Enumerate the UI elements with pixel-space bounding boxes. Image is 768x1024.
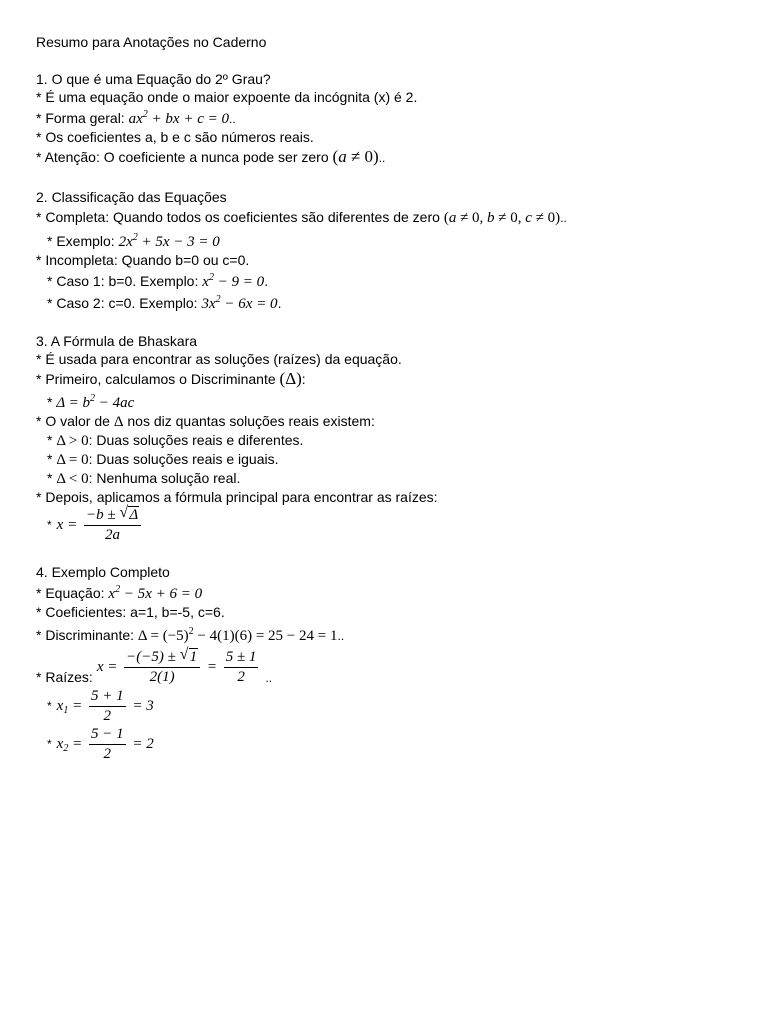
s3-line-4	[36, 412, 736, 431]
s2-line-3: * Incompleta: Quando b=0 ou c=0.	[36, 252, 250, 268]
bhaskara-formula: x = −b ± √ Δ 2a	[57, 507, 144, 544]
delta-negative-formula: Δ < 0	[56, 471, 89, 487]
document-body	[36, 33, 736, 763]
s4-line-4-text: * Raízes:	[36, 669, 93, 685]
s3-line-3: * $\Delta = b^2 - 4ac$	[47, 393, 135, 411]
root-x1-formula: $x_1$ = $\frac{5 + 1}{2}$ = 3	[56, 687, 154, 724]
root-x2-line: * $x_2$ = $\frac{5 - 1}{2}$ = 2	[47, 725, 154, 762]
s3-line-7-text: : Nenhuma solução real.	[88, 470, 241, 486]
delta-inline: Δ	[113, 414, 124, 430]
all-coeffs-nonzero-formula: (a ≠ 0, b ≠ 0, c ≠ 0)	[443, 210, 561, 226]
section-1-heading: 1. O que é uma Equação do 2º Grau?	[36, 71, 271, 87]
s3-line-5: * Δ > 0: Duas soluções reais e diferentes.	[47, 432, 304, 449]
s2-line-2	[36, 229, 736, 251]
discriminant-formula: $\Delta = b^2 - 4ac$	[56, 393, 135, 411]
s4-line-2: * Coeficientes: a=1, b=-5, c=6.	[36, 604, 225, 620]
s4-line-1-text: * Equação:	[36, 585, 109, 601]
section-4-heading: 4. Exemplo Completo	[36, 564, 170, 580]
case2-example-formula: $3x^2 - 6x = 0$	[201, 294, 278, 312]
s2-line-4: * Caso 1: b=0. Exemplo: $x^2 - 9 = 0$.	[47, 272, 269, 290]
root-x2-formula: $x_2$ = $\frac{5 - 1}{2}$ = 2	[56, 725, 154, 762]
s2-line-1-text: * Completa: Quando todos os coeficientes são diferentes de zero	[36, 209, 444, 225]
case1-example-formula: $x^2 - 9 = 0$	[202, 272, 265, 290]
s4-line-1	[36, 581, 736, 603]
root-x1-line: * $x_1$ = $\frac{5 + 1}{2}$ = 3	[47, 687, 154, 724]
s1-line-2: * Forma geral: $ax^2$ + bx + c = 0..	[36, 109, 236, 127]
document-title: Resumo para Anotações no Caderno	[36, 34, 267, 50]
bhaskara-formula-line: * x = −b ± √ Δ 2a	[36, 506, 736, 544]
s2-line-1: * Completa: Quando todos os coeficientes são diferentes de zero (a ≠ 0, b ≠ 0, c ≠ 0)..	[36, 209, 567, 226]
s1-line-2-text: * Forma geral:	[36, 110, 129, 126]
s3-line-8: * Depois, aplicamos a fórmula principal para encontrar as raízes:	[36, 489, 438, 505]
s3-line-5-text: : Duas soluções reais e diferentes.	[88, 432, 304, 448]
section-2-heading: 2. Classificação das Equações	[36, 189, 227, 205]
s3-line-6: * Δ = 0: Duas soluções reais e iguais.	[47, 451, 279, 468]
s3-line-2-text: * Primeiro, calculamos o Discriminante	[36, 371, 280, 387]
s3-line-6-text: : Duas soluções reais e iguais.	[88, 451, 279, 467]
s2-line-5-text: * Caso 2: c=0. Exemplo:	[47, 295, 202, 311]
general-form-formula: $ax^2$ + bx + c = 0	[128, 109, 229, 127]
s1-line-1: * É uma equação onde o maior expoente da incógnita (x) é 2.	[36, 89, 418, 105]
s3-line-4a: * O valor de	[36, 413, 114, 429]
s1-line-4-text: * Atenção: O coeficiente a nunca pode ser zero	[36, 149, 333, 165]
s2-line-4-text: * Caso 1: b=0. Exemplo:	[47, 273, 203, 289]
s1-line-3: * Os coeficientes a, b e c são números reais.	[36, 129, 314, 145]
example-equation-formula: $x^2 - 5x + 6 = 0$	[108, 584, 203, 602]
s3-line-2: * Primeiro, calculamos o Discriminante (Δ):	[36, 369, 306, 388]
delta-symbol: (Δ)	[279, 369, 302, 388]
s2-line-2-text: * Exemplo:	[47, 233, 119, 249]
a-not-zero-formula: (a ≠ 0)	[332, 147, 379, 166]
s2-line-5: * Caso 2: c=0. Exemplo: $3x^2 - 6x = 0$.	[47, 294, 282, 312]
s4-line-3-text: * Discriminante:	[36, 627, 138, 643]
complete-example-formula: $2x^2 + 5x - 3 = 0$	[118, 232, 220, 250]
s3-line-4b: nos diz quantas soluções reais existem:	[123, 413, 375, 429]
s4-line-3: * Discriminante: $\Delta = (-5)^2 - 4(1)(6) = 25 - 24 = 1$..	[36, 626, 345, 644]
section-3-heading: 3. A Fórmula de Bhaskara	[36, 333, 198, 349]
s3-line-1: * É usada para encontrar as soluções (raízes) da equação.	[36, 351, 402, 367]
delta-zero-formula: Δ = 0	[56, 452, 89, 468]
roots-formula: x = −(−5) ± √ 1 2(1) = $\frac{5 \pm 1}{2}$	[96, 645, 257, 685]
discriminant-calc-formula: $\Delta = (-5)^2 - 4(1)(6) = 25 - 24 = 1$	[137, 626, 338, 644]
s3-line-7: * Δ < 0: Nenhuma solução real.	[47, 470, 241, 487]
s1-line-4: * Atenção: O coeficiente a nunca pode ser zero (a ≠ 0)..	[36, 147, 386, 166]
s4-line-4: * Raízes: x = −(−5) ± √ 1 2(1) = $\frac{5 \pm 1}{2}$ ..	[36, 645, 273, 685]
delta-positive-formula: Δ > 0	[56, 433, 89, 449]
